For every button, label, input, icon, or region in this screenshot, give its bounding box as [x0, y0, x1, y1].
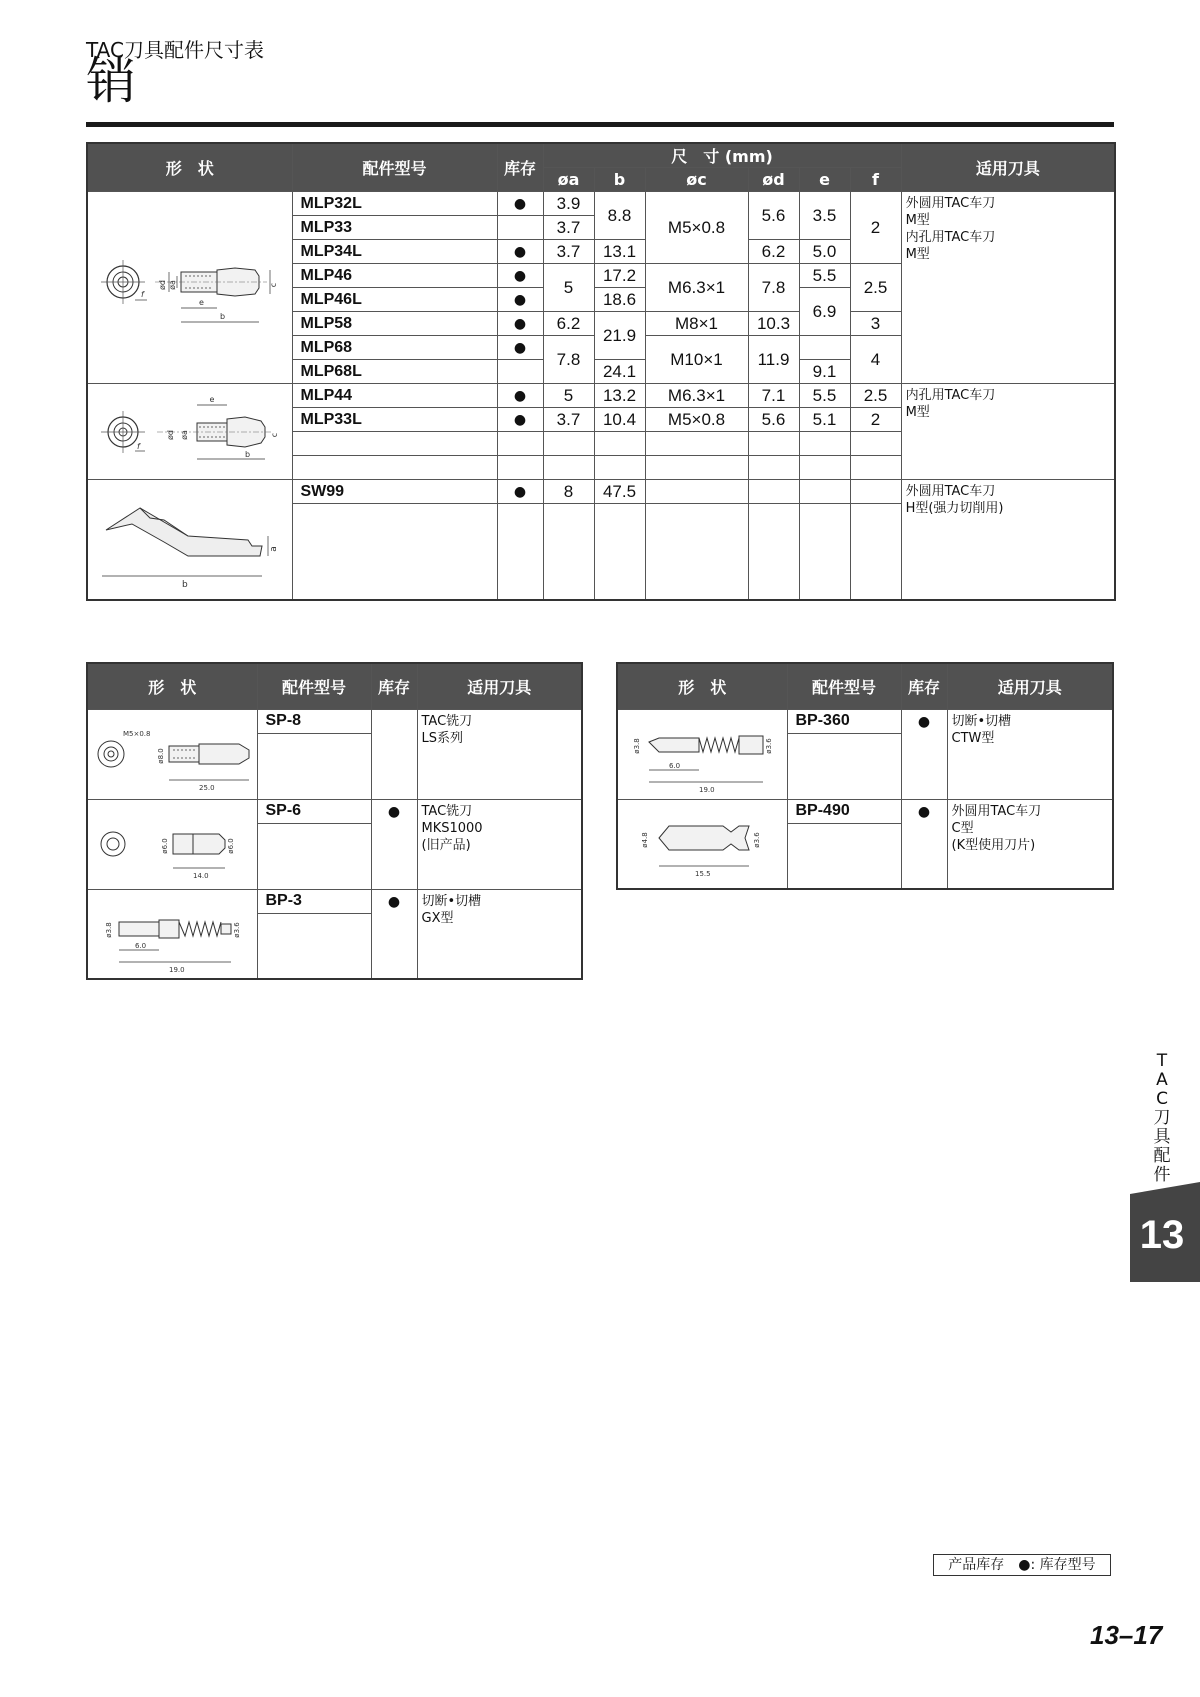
header-tools: 适用刀具	[947, 663, 1113, 709]
empty-cell	[850, 480, 901, 504]
empty-cell	[257, 733, 371, 799]
dim-label: 15.5	[695, 869, 711, 878]
pin-drawing-mlp44	[95, 387, 285, 477]
part-number: MLP46	[292, 264, 497, 288]
dim-c: M6.3×1	[645, 384, 748, 408]
part-number: MLP33L	[292, 408, 497, 432]
title-rule	[86, 122, 1114, 127]
header-stock: 库存	[497, 143, 543, 192]
dim-label: b	[244, 449, 250, 459]
tool-line: 外圆用TAC车刀	[905, 484, 996, 499]
dim-f: 3	[850, 312, 901, 336]
dim-label: øa	[179, 429, 189, 440]
side-char: 件	[1153, 1165, 1171, 1185]
dim-d: 6.2	[748, 240, 799, 264]
dim-label: ød	[165, 429, 175, 440]
empty-cell	[594, 432, 645, 456]
dim-label: 19.0	[699, 786, 715, 794]
stock-mark: ●	[497, 408, 543, 432]
dim-label: f	[140, 289, 144, 299]
header-part-number: 配件型号	[787, 663, 901, 709]
empty-cell	[594, 504, 645, 600]
header-stock: 库存	[901, 663, 947, 709]
dim-label: 6.0	[135, 941, 147, 950]
shape-drawing-bp3	[87, 889, 257, 979]
dim-label: 19.0	[169, 965, 185, 974]
dim-label: b	[219, 311, 225, 321]
dim-b: 10.4	[594, 408, 645, 432]
dim-label: b	[181, 580, 188, 591]
dim-b: 24.1	[594, 360, 645, 384]
dim-label: ø6.0	[161, 838, 170, 854]
stock-mark: ●	[497, 384, 543, 408]
dim-b: 17.2	[594, 264, 645, 288]
dim-label: ø3.6	[765, 738, 774, 754]
dim-label: a	[268, 546, 279, 553]
empty-cell	[543, 504, 594, 600]
side-char: C	[1156, 1089, 1168, 1109]
header-dim-d: ød	[748, 168, 799, 192]
header-dim-a: øa	[543, 168, 594, 192]
dim-label: 14.0	[193, 872, 209, 880]
pin-drawing-bp3	[89, 894, 255, 974]
dim-f: 2	[850, 192, 901, 264]
stock-mark: ●	[901, 799, 947, 889]
header-stock: 库存	[371, 663, 417, 709]
dim-a: 3.7	[543, 216, 594, 240]
dim-d: 5.6	[748, 408, 799, 432]
header-shape: 形 状	[87, 143, 292, 192]
part-number: MLP34L	[292, 240, 497, 264]
dim-e: 5.5	[799, 384, 850, 408]
dim-label: øa	[167, 279, 177, 290]
empty-cell	[787, 733, 901, 799]
dim-c: M5×0.8	[645, 408, 748, 432]
empty-cell	[748, 456, 799, 480]
dim-label: ø3.8	[105, 922, 114, 938]
empty-cell	[799, 480, 850, 504]
tool-line: M型	[905, 405, 930, 420]
dim-label: ø3.6	[753, 832, 762, 848]
tools-sp6	[417, 799, 582, 889]
side-char: T	[1156, 1051, 1168, 1071]
tool-line: TAC铣刀	[421, 803, 473, 819]
dim-c: M6.3×1	[645, 264, 748, 312]
dim-b: 18.6	[594, 288, 645, 312]
section-number: 13	[1139, 1213, 1185, 1257]
stock-legend: 产品库存 ●: 库存型号	[933, 1554, 1111, 1576]
empty-cell	[543, 456, 594, 480]
side-section-label	[1152, 1052, 1172, 1185]
dim-b: 21.9	[594, 312, 645, 360]
dim-label: 25.0	[199, 784, 215, 792]
part-number: BP-490	[787, 799, 901, 823]
side-char: 具	[1153, 1127, 1171, 1147]
dim-a: 5	[543, 384, 594, 408]
empty-cell	[543, 432, 594, 456]
dim-d: 11.9	[748, 336, 799, 384]
header-dimensions: 尺 寸 (mm)	[543, 143, 901, 168]
dim-c: M5×0.8	[645, 192, 748, 264]
pin-drawing-bp360	[619, 714, 785, 794]
side-char: 配	[1153, 1146, 1171, 1166]
dim-a: 6.2	[543, 312, 594, 336]
empty-cell	[497, 432, 543, 456]
tool-line: GX型	[421, 910, 454, 926]
dim-label: ø8.0	[157, 748, 166, 764]
dim-d: 7.1	[748, 384, 799, 408]
part-number: MLP44	[292, 384, 497, 408]
shape-drawing-sp6	[87, 799, 257, 889]
stock-mark: ●	[497, 240, 543, 264]
dim-e: 6.9	[799, 288, 850, 336]
empty-cell	[799, 432, 850, 456]
pin-drawing-mlp	[95, 238, 285, 338]
empty-cell	[257, 823, 371, 889]
dim-c: M10×1	[645, 336, 748, 384]
tools-bp3	[417, 889, 582, 979]
header-dim-c: øc	[645, 168, 748, 192]
shape-drawing-bp490	[617, 799, 787, 889]
tool-line: CTW型	[951, 730, 995, 746]
empty-cell	[850, 504, 901, 600]
dim-d: 7.8	[748, 264, 799, 312]
dim-d: 5.6	[748, 192, 799, 240]
empty-cell	[799, 456, 850, 480]
tool-line: 切断•切槽	[421, 893, 482, 909]
tool-line: 内孔用TAC车刀	[905, 230, 996, 245]
side-char: 刀	[1153, 1108, 1171, 1128]
tool-line: TAC铣刀	[421, 713, 473, 729]
empty-cell	[645, 504, 748, 600]
part-number: MLP58	[292, 312, 497, 336]
tools-sp8	[417, 709, 582, 799]
tool-line: C型	[951, 820, 974, 836]
dim-label: e	[198, 297, 204, 307]
dim-label: ød	[157, 279, 167, 290]
pin-drawing-sw99	[92, 484, 288, 594]
tool-line: 内孔用TAC车刀	[905, 388, 996, 403]
empty-cell	[645, 456, 748, 480]
dim-a: 8	[543, 480, 594, 504]
stock-mark: ●	[497, 336, 543, 360]
empty-cell	[292, 504, 497, 600]
stock-mark	[371, 709, 417, 799]
tools-group2	[901, 384, 1115, 480]
empty-cell	[497, 504, 543, 600]
dim-e: 3.5	[799, 192, 850, 240]
left-accessory-table	[86, 662, 583, 980]
stock-mark: ●	[497, 480, 543, 504]
header-shape: 形 状	[87, 663, 257, 709]
dim-label: ø6.0	[227, 838, 236, 854]
dim-b: 8.8	[594, 192, 645, 240]
stock-mark: ●	[497, 264, 543, 288]
header-dim-b: b	[594, 168, 645, 192]
dim-f: 2	[850, 408, 901, 432]
stock-mark: ●	[901, 709, 947, 799]
tool-line: 外圆用TAC车刀	[905, 196, 996, 211]
empty-cell	[787, 823, 901, 889]
dim-e-empty	[799, 336, 850, 360]
header-dim-f: f	[850, 168, 901, 192]
header-dim-e: e	[799, 168, 850, 192]
empty-cell	[799, 504, 850, 600]
stock-mark: ●	[497, 312, 543, 336]
dim-b: 13.2	[594, 384, 645, 408]
tool-line: H型(强力切削用)	[905, 501, 1004, 516]
dim-e: 5.1	[799, 408, 850, 432]
tool-line: M型	[905, 213, 930, 228]
tool-line: (旧产品)	[421, 837, 471, 853]
part-number: BP-3	[257, 889, 371, 913]
dim-label: c	[268, 282, 278, 287]
tool-line: (K型使用刀片)	[951, 837, 1036, 853]
empty-cell	[292, 456, 497, 480]
part-number: SP-8	[257, 709, 371, 733]
stock-mark: ●	[497, 288, 543, 312]
part-number: MLP33	[292, 216, 497, 240]
stock-mark: ●	[497, 192, 543, 216]
page-title: 销	[86, 52, 136, 110]
dim-e: 9.1	[799, 360, 850, 384]
dim-f: 4	[850, 336, 901, 384]
part-number: SW99	[292, 480, 497, 504]
tools-bp360	[947, 709, 1113, 799]
dim-e: 5.0	[799, 240, 850, 264]
dim-b: 47.5	[594, 480, 645, 504]
pin-drawing-sp8	[89, 714, 255, 794]
stock-mark: ●	[371, 889, 417, 979]
shape-drawing-group1	[87, 192, 292, 384]
stock-mark: ●	[371, 799, 417, 889]
dim-f: 2.5	[850, 264, 901, 312]
empty-cell	[748, 480, 799, 504]
tool-line: 外圆用TAC车刀	[951, 803, 1042, 819]
empty-cell	[748, 504, 799, 600]
empty-cell	[257, 913, 371, 979]
dim-a: 5	[543, 264, 594, 312]
shape-drawing-sp8	[87, 709, 257, 799]
dim-label: 6.0	[669, 762, 681, 770]
dim-a: 3.9	[543, 192, 594, 216]
part-number: MLP32L	[292, 192, 497, 216]
dim-label: ø3.6	[233, 922, 242, 938]
part-number: MLP46L	[292, 288, 497, 312]
stock-mark	[497, 216, 543, 240]
stock-mark	[497, 360, 543, 384]
tools-bp490	[947, 799, 1113, 889]
page-subtitle: TAC刀具配件尺寸表	[86, 38, 264, 62]
part-number: MLP68L	[292, 360, 497, 384]
dim-a: 3.7	[543, 240, 594, 264]
empty-cell	[292, 432, 497, 456]
empty-cell	[748, 432, 799, 456]
header-part-number: 配件型号	[257, 663, 371, 709]
dim-b: 13.1	[594, 240, 645, 264]
dim-label: ø4.8	[641, 832, 650, 848]
tools-group1	[901, 192, 1115, 384]
dim-d: 10.3	[748, 312, 799, 336]
empty-cell	[594, 456, 645, 480]
part-number: MLP68	[292, 336, 497, 360]
header-part-number: 配件型号	[292, 143, 497, 192]
empty-cell	[850, 456, 901, 480]
dim-label: e	[209, 394, 215, 404]
empty-cell	[497, 456, 543, 480]
shape-drawing-bp360	[617, 709, 787, 799]
right-accessory-table	[616, 662, 1114, 890]
shape-drawing-group3	[87, 480, 292, 600]
dim-label: f	[136, 441, 140, 451]
shape-drawing-group2	[87, 384, 292, 480]
tool-line: 切断•切槽	[951, 713, 1012, 729]
dim-label: ø3.8	[633, 738, 642, 754]
dim-label: M5×0.8	[123, 730, 151, 738]
tool-line: LS系列	[421, 730, 463, 746]
page-number: 13–17	[1090, 1620, 1163, 1650]
pin-drawing-sp6	[89, 804, 255, 884]
header-tools: 适用刀具	[417, 663, 582, 709]
empty-cell	[645, 480, 748, 504]
pin-drawing-bp490	[619, 804, 785, 884]
part-number: SP-6	[257, 799, 371, 823]
empty-cell	[645, 432, 748, 456]
main-dimension-table	[86, 142, 1116, 601]
tool-line: M型	[905, 247, 930, 262]
dim-c: M8×1	[645, 312, 748, 336]
header-shape: 形 状	[617, 663, 787, 709]
header-tools: 适用刀具	[901, 143, 1115, 192]
dim-f: 2.5	[850, 384, 901, 408]
empty-cell	[850, 432, 901, 456]
dim-a: 3.7	[543, 408, 594, 432]
side-char: A	[1156, 1070, 1168, 1090]
dim-e: 5.5	[799, 264, 850, 288]
dim-a: 7.8	[543, 336, 594, 384]
tool-line: MKS1000	[421, 820, 483, 836]
part-number: BP-360	[787, 709, 901, 733]
tools-group3	[901, 480, 1115, 600]
dim-label: c	[269, 432, 279, 437]
